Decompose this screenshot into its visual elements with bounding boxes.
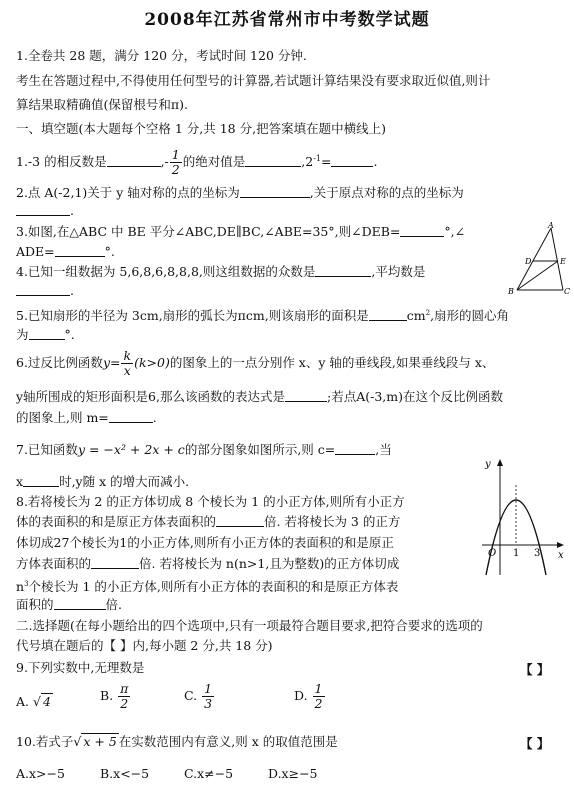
triangle-figure <box>505 220 570 298</box>
option-d[interactable]: D.x≥−5 <box>268 766 318 781</box>
sqrt: √ 4 <box>33 694 51 709</box>
question-8-line-4: 方体表面积的 倍. 若将棱长为 n(n>1,且为整数)的正方体切成 <box>16 556 400 571</box>
fraction: $\frac{1}{3}$ <box>204 681 213 711</box>
answer-blank[interactable] <box>285 389 327 402</box>
question-2: 2.点 A(-2,1)关于 y 轴对称的点的坐标为 ,关于原点对称的点的坐标为 <box>16 185 464 200</box>
option-d[interactable]: D. $\frac{1}{2}$ <box>294 681 323 711</box>
section2-heading-1: 二.选择题(在每小题给出的四个选项中,只有一项最符合题目要求,把符合要求的选项的 <box>16 618 483 633</box>
question-6-cont2: 的图象上,则 m= . <box>16 410 157 425</box>
answer-blank[interactable] <box>16 203 70 216</box>
question-4: 4.已知一组数据为 5,6,8,6,8,8,8,则这组数据的众数是 ,平均数是 <box>16 264 426 279</box>
fraction: $\frac{k}{x}$ <box>123 348 132 378</box>
tick-1: 1 <box>513 548 520 559</box>
section2-heading-2: 代号填在题后的【 】内,每小题 2 分,共 18 分) <box>16 638 273 653</box>
y-axis-label: y <box>485 459 491 470</box>
function-expression: y = −x² + 2x + c <box>77 442 185 457</box>
sqrt: √ x + 5 <box>73 734 117 749</box>
label-a: A <box>548 221 554 230</box>
intro-line-2: 考生在答题过程中,不得使用任何型号的计算器,若试题计算结果没有要求取近似值,则计 <box>16 73 491 88</box>
answer-bracket[interactable]: 【 】 <box>520 736 550 751</box>
answer-blank[interactable] <box>216 514 264 527</box>
question-7-cont: x 时,y随 x 的增大而减小. <box>16 474 190 489</box>
option-c[interactable]: C. $\frac{1}{3}$ <box>184 681 213 711</box>
question-10-stem: 10.若式子√ x + 5 在实数范围内有意义,则 x 的取值范围是 <box>16 734 338 749</box>
option-a[interactable]: A. √ 4 <box>16 688 53 716</box>
tick-3: 3 <box>534 548 541 559</box>
option-b[interactable]: B.x<−5 <box>100 766 150 781</box>
answer-blank[interactable] <box>29 327 65 340</box>
x-axis-label: x <box>558 550 564 561</box>
answer-blank[interactable] <box>245 154 301 167</box>
question-9-stem: 9.下列实数中,无理数是 <box>16 660 145 675</box>
question-3: 3.如图,在△ABC 中 BE 平分∠ABC,DE∥BC,∠ABE=35°,则∠DEB= °,∠ <box>16 224 466 239</box>
answer-blank[interactable] <box>91 556 139 569</box>
answer-blank[interactable] <box>335 442 375 455</box>
intro-line-1: 1.全卷共 28 题，满分 120 分，考试时间 120 分钟. <box>16 48 307 63</box>
answer-blank[interactable] <box>315 264 371 277</box>
intro-line-3: 算结果取精确值(保留根号和π). <box>16 97 188 112</box>
question-6-cont: y轴所围成的矩形面积是6,那么该函数的表达式是 ;若点A(-3,m)在这个反比例函数 <box>16 389 503 404</box>
answer-blank[interactable] <box>107 154 161 167</box>
label-c: C <box>564 287 570 296</box>
question-5-cont: 为 °. <box>16 327 75 342</box>
question-5: 5.已知扇形的半径为 3cm,扇形的弧长为πcm,则该扇形的面积是 $cm^2$,扇形的圆心角 <box>16 308 510 324</box>
answer-blank[interactable] <box>240 185 310 198</box>
answer-blank[interactable] <box>400 224 444 237</box>
answer-blank[interactable] <box>23 474 59 487</box>
question-3-cont: ADE= °. <box>16 244 115 259</box>
question-8-line-6: 面积的 倍. <box>16 597 122 612</box>
answer-blank[interactable] <box>16 283 70 296</box>
option-a[interactable]: A.x>−5 <box>16 766 65 781</box>
fraction: $\frac{1}{2}$ <box>314 681 323 711</box>
origin-label: O <box>488 548 497 559</box>
answer-blank[interactable] <box>369 308 407 321</box>
answer-blank[interactable] <box>331 154 373 167</box>
option-b[interactable]: B. $\frac{\pi}{2}$ <box>100 681 129 711</box>
question-6: 6.过反比例函数y= $\frac{k}{x}$ (k>0)的图象上的一点分别作 x、y 轴的垂线段,如果垂线段与 x、 <box>16 348 495 378</box>
answer-bracket[interactable]: 【 】 <box>520 662 550 677</box>
answer-blank[interactable] <box>109 410 153 423</box>
section1-heading: 一、填空题(本大题每个空格 1 分,共 18 分,把答案填在题中横线上) <box>16 121 386 136</box>
question-8-line-3: 体切成27个棱长为1的小正方体,则所有小正方体的表面积的和是原正 <box>16 535 394 550</box>
answer-blank[interactable] <box>54 597 106 610</box>
page-title: 2008年江苏省常州市中考数学试题 <box>144 10 430 30</box>
label-d: D <box>525 257 532 266</box>
fraction: $\frac{1}{2}$ <box>171 147 180 178</box>
question-8-line-1: 8.若将棱长为 2 的正方体切成 8 个棱长为 1 的小正方体,则所有小正方 <box>16 494 405 509</box>
option-c[interactable]: C.x≠−5 <box>184 766 234 781</box>
question-8-line-2: 体的表面积的和是原正方体表面积的 倍. 若将棱长为 3 的正方 <box>16 514 401 529</box>
question-1: 1.-3 的相反数是 ,- $\frac{1}{2}$ 的绝对值是 $,2^{-1}=$ . <box>16 147 378 178</box>
question-4-cont: . <box>16 283 74 299</box>
label-e: E <box>560 257 566 266</box>
parabola-figure <box>478 455 568 580</box>
question-7: 7.已知函数y = −x² + 2x + c的部分图象如图所示,则 c= ,当 <box>16 442 392 457</box>
label-b: B <box>508 287 514 296</box>
question-8-line-5: $n^3$个棱长为 1 的小正方体,则所有小正方体的表面积的和是原正方体表 <box>16 579 399 595</box>
question-2-cont: . <box>16 203 74 219</box>
answer-blank[interactable] <box>55 244 105 257</box>
fraction: $\frac{\pi}{2}$ <box>120 681 129 711</box>
